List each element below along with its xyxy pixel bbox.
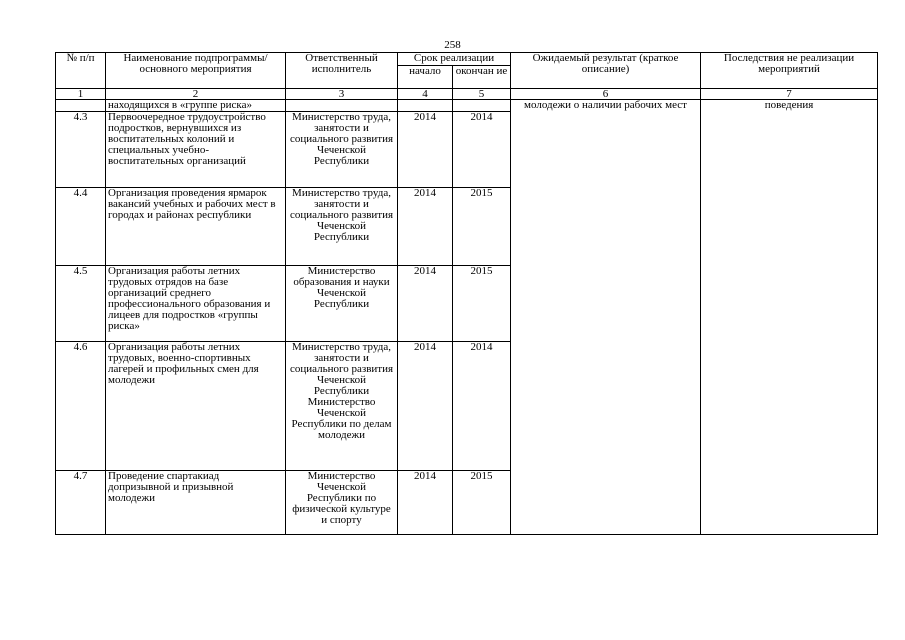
row-end: 2015 xyxy=(453,188,511,266)
row-end: 2014 xyxy=(453,342,511,471)
column-number: 7 xyxy=(701,89,878,100)
row-executor: Министерство Чеченской Республики по физической культуре и спорту xyxy=(286,471,398,535)
row-start: 2014 xyxy=(398,266,453,342)
column-number: 2 xyxy=(106,89,286,100)
column-number-row xyxy=(56,89,878,100)
row-executor: Министерство труда, занятости и социального развития Чеченской Республики Министерство Чеченской Республики по делам молодежи xyxy=(286,342,398,471)
row-num: 4.3 xyxy=(56,112,106,188)
header-name: Наименование подпрограммы/ основного мероприятия xyxy=(106,53,286,89)
header-term: Срок реализации xyxy=(398,53,511,66)
row-end: 2014 xyxy=(453,112,511,188)
page-number: 258 xyxy=(444,39,461,51)
consequences-cell: поведения xyxy=(701,100,878,535)
program-table xyxy=(55,52,878,535)
row-name: Первоочередное трудоустройство подростков, вернувшихся из воспитательных колоний и специальных учебно-воспитательных организаций xyxy=(106,112,286,188)
column-number: 5 xyxy=(453,89,511,100)
row-name: Организация работы летних трудовых отрядов на базе организаций среднего профессионального образования и лицеев для подростков «группы риска» xyxy=(106,266,286,342)
header-result: Ожидаемый результат (краткое описание) xyxy=(511,53,701,89)
header-consequences: Последствия не реализации мероприятий xyxy=(701,53,878,89)
row-num: 4.5 xyxy=(56,266,106,342)
row-name: Организация проведения ярмарок вакансий учебных и рабочих мест в городах и районах республики xyxy=(106,188,286,266)
header-row-1 xyxy=(56,53,878,66)
row-name: Проведение спартакиад допризывной и призывной молодежи xyxy=(106,471,286,535)
row-num: 4.4 xyxy=(56,188,106,266)
row-start: 2014 xyxy=(398,112,453,188)
column-number: 4 xyxy=(398,89,453,100)
header-num: № п/п xyxy=(56,53,106,89)
header-end: окончан ие xyxy=(453,66,511,89)
row-executor: Министерство образования и науки Чеченской Республики xyxy=(286,266,398,342)
row-executor: Министерство труда, занятости и социального развития Чеченской Республики xyxy=(286,188,398,266)
row-executor: Министерство труда, занятости и социального развития Чеченской Республики xyxy=(286,112,398,188)
expected-result-cell: молодежи о наличии рабочих мест xyxy=(511,100,701,535)
row-start: 2014 xyxy=(398,471,453,535)
row-num: 4.6 xyxy=(56,342,106,471)
header-executor: Ответственный исполнитель xyxy=(286,53,398,89)
row-end: 2015 xyxy=(453,266,511,342)
row-num: 4.7 xyxy=(56,471,106,535)
row-end: 2015 xyxy=(453,471,511,535)
continuation-row xyxy=(56,100,878,112)
header-start: начало xyxy=(398,66,453,89)
column-number: 6 xyxy=(511,89,701,100)
column-number: 3 xyxy=(286,89,398,100)
continuation-name: находящихся в «группе риска» xyxy=(106,100,286,112)
row-start: 2014 xyxy=(398,188,453,266)
row-name: Организация работы летних трудовых, военно-спортивных лагерей и профильных смен для молодежи xyxy=(106,342,286,471)
row-start: 2014 xyxy=(398,342,453,471)
column-number: 1 xyxy=(56,89,106,100)
